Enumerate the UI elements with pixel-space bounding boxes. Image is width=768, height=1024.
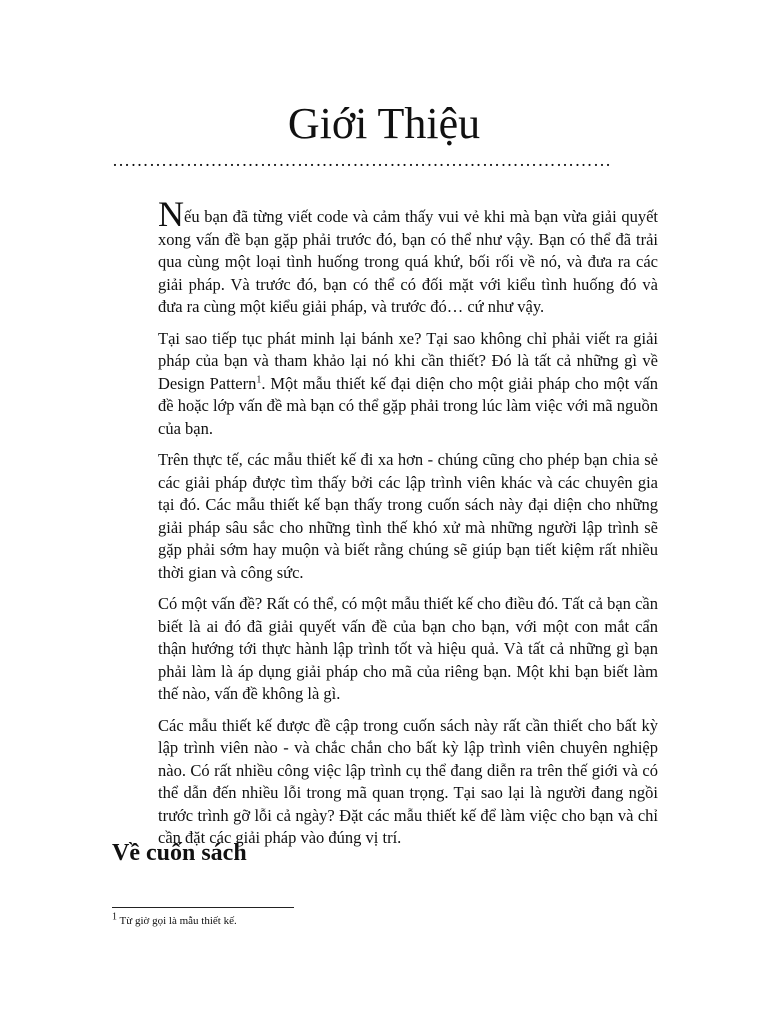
footnote-text: Từ giờ gọi là mẫu thiết kế. bbox=[117, 915, 237, 927]
footnote-reference: 1 bbox=[256, 374, 262, 385]
body-text bbox=[158, 194, 658, 859]
paragraph-2-text-a: Tại sao tiếp tục phát minh lại bánh xe? Tại sao không chỉ phải viết ra giải pháp của bạn và tham khảo lại nó khi cần thiết? Đó là tất cả những gì về Design Pattern bbox=[158, 328, 658, 393]
footnote-separator bbox=[112, 907, 294, 908]
paragraph-5: Các mẫu thiết kế được đề cập trong cuốn sách này rất cần thiết cho bất kỳ lập trình viên nào - và chắc chắn cho bất kỳ lập trình viên chuyên nghiệp nào. Có rất nhiều công việc lập trình cụ thể đang diễn ra trên thế giới và có thể dẫn đến nhiều lỗi trong mã quan trọng. Tại sao lại là người đang ngồi trước trình gỡ lỗi cả ngày? Đặt các mẫu thiết kế để làm việc cho bạn và chỉ cần đặt các giải pháp vào đúng vị trí. bbox=[158, 715, 658, 847]
paragraph-2-text-b: . Một mẫu thiết kế đại diện cho một giải pháp cho một vấn đề hoặc lớp vấn đề mà bạn có thể gặp phải trong lúc làm việc với mã nguồn của bạn. bbox=[158, 373, 658, 438]
page-title: Giới Thiệu bbox=[287, 99, 481, 148]
paragraph-1 bbox=[158, 194, 658, 319]
drop-cap: N bbox=[158, 194, 184, 234]
dotted-divider: ……………………………………………………………………… bbox=[112, 150, 612, 170]
footnote-number: 1 bbox=[112, 911, 117, 923]
footnote bbox=[112, 913, 612, 929]
paragraph-4: Có một vấn đề? Rất có thể, có một mẫu thiết kế cho điều đó. Tất cả bạn cần biết là ai đó đã giải quyết vấn đề của bạn cho bạn, với một con mắt cẩn thận hướng tới thực hành lập trình tốt và hiệu quả. Và tất cả những gì bạn phải làm là áp dụng giải pháp cho mã của riêng bạn. Một khi bạn biết làm thế nào, vấn đề không là gì. bbox=[158, 594, 658, 703]
section-heading: Về cuốn sách bbox=[112, 840, 247, 866]
paragraph-1-text: ếu bạn đã từng viết code và cảm thấy vui vẻ khi mà bạn vừa giải quyết xong vấn đề bạn gặp phải trước đó, bạn có thể như vậy. Bạn có thể đã trải qua cùng một loại tình huống trong quá khứ, bối rối về nó, và đưa ra các giải pháp. Và trước đó, bạn có thể có đối mặt với kiểu tình huống đó và đưa ra cùng một kiểu giải pháp, và trước đó… cứ như vậy. bbox=[158, 207, 658, 316]
paragraph-2 bbox=[158, 328, 658, 441]
paragraph-3: Trên thực tế, các mẫu thiết kế đi xa hơn - chúng cũng cho phép bạn chia sẻ các giải pháp được tìm thấy bởi các lập trình viên khác và các chuyên gia tại đó. Các mẫu thiết kế bạn thấy trong cuốn sách này đại diện cho những giải pháp sâu sắc cho những tình thế khó xử mà những người lập trình sẽ gặp phải sớm hay muộn và biết rằng chúng sẽ giúp bạn tiết kiệm rất nhiều thời gian và công sức. bbox=[158, 450, 658, 582]
